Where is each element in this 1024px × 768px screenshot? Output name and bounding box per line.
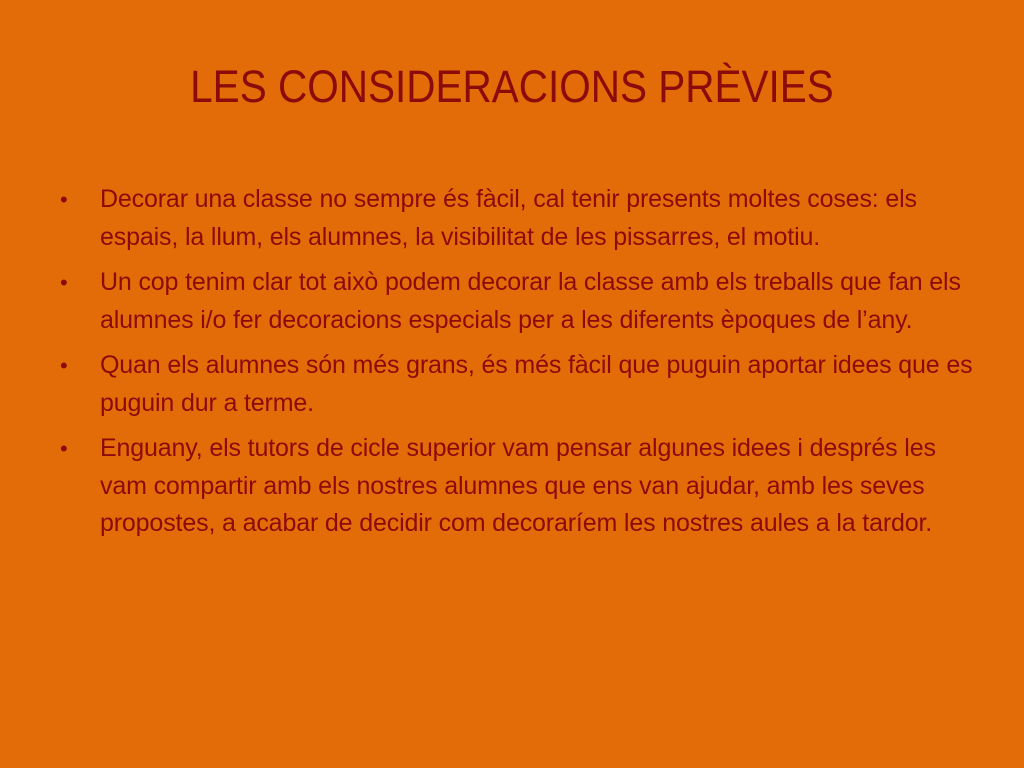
- bullet-item: [60, 181, 980, 256]
- bullet-icon: •: [60, 353, 68, 378]
- bullet-item: [60, 347, 980, 422]
- bullet-icon: •: [60, 436, 68, 461]
- bullet-list: [60, 181, 980, 551]
- bullet-text: Enguany, els tutors de cicle superior vam pensar algunes idees i després les vam compartir amb els nostres alumnes que ens van ajudar, amb les seves propostes, a acabar de decidir com decoraríem les nostres aules a la tardor.: [100, 434, 936, 537]
- bullet-item: [60, 264, 980, 339]
- slide-title: LES CONSIDERACIONS PRÈVIES: [190, 61, 834, 112]
- bullet-text: Quan els alumnes són més grans, és més fàcil que puguin aportar idees que es puguin dur a terme.: [100, 351, 973, 417]
- bullet-text: Un cop tenim clar tot això podem decorar la classe amb els treballs que fan els alumnes i/o fer decoracions especials per a les diferents èpoques de l’any.: [100, 268, 961, 334]
- bullet-icon: •: [60, 187, 68, 212]
- bullet-text: Decorar una classe no sempre és fàcil, cal tenir presents moltes coses: els espais, la llum, els alumnes, la visibilitat de les pissarres, el motiu.: [100, 185, 917, 251]
- bullet-icon: •: [60, 270, 68, 295]
- bullet-item: [60, 430, 980, 543]
